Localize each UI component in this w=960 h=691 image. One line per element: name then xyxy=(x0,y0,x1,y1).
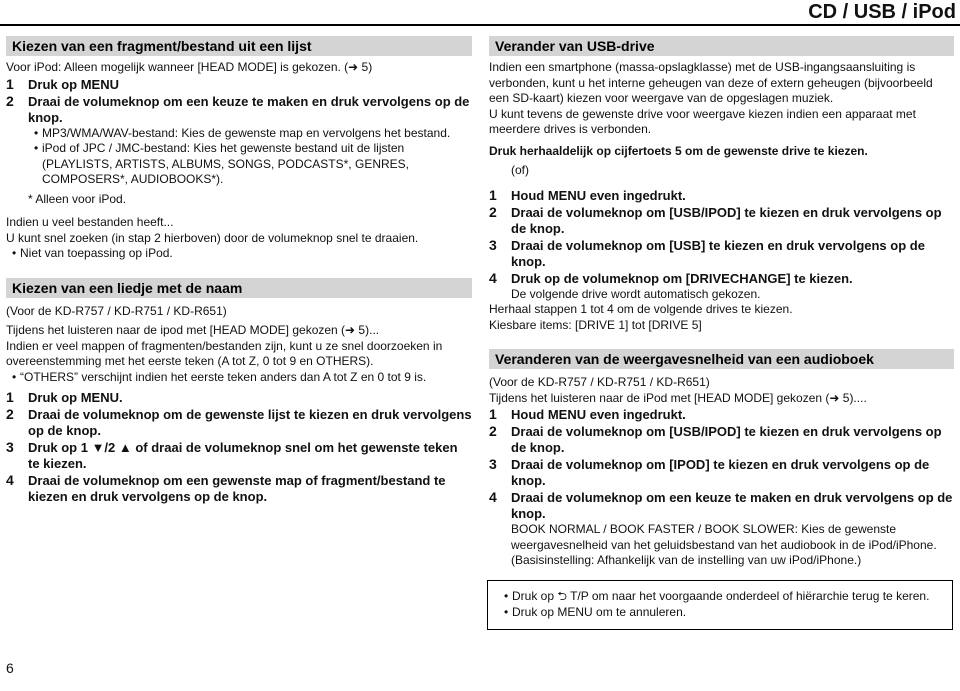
many-files-title: Indien u veel bestanden heeft... xyxy=(6,215,174,229)
ipod-intro: Voor iPod: Alleen mogelijk wanneer [HEAD MODE] is gekozen. (➜ 5) xyxy=(6,60,373,74)
page-number: 6 xyxy=(6,660,14,676)
header-title: CD / USB / iPod xyxy=(808,1,956,23)
section-title-song-name: Kiezen van een liedje met de naam xyxy=(6,278,472,298)
usb-desc-2: U kunt tevens de gewenste drive voor weergave kiezen indien een apparaat met meerdere drives is verbonden. xyxy=(489,106,916,136)
or-label: (of) xyxy=(511,163,529,177)
others-bullet: • “OTHERS” verschijnt indien het eerste teken anders dan A tot Z en 0 tot 9 is. xyxy=(6,370,472,386)
step-3: 3 Draai de volumeknop om [USB] te kiezen en druk vervolgens op de knop. xyxy=(489,236,925,269)
note-cancel: • Druk op MENU om te annuleren. xyxy=(498,605,942,621)
step-4-sub: De volgende drive wordt automatisch gekozen. xyxy=(511,286,761,301)
song-intro: Tijdens het luisteren naar de ipod met [HEAD MODE] gekozen (➜ 5)... xyxy=(6,323,380,337)
audiobook-intro: Tijdens het luisteren naar de iPod met [HEAD MODE] gekozen (➜ 5).... xyxy=(489,390,867,405)
step-1: 1 Houd MENU even ingedrukt. xyxy=(489,186,686,203)
step-3: 3 Druk op 1 ▼/2 ▲ of draai de volumeknop snel om het gewenste teken te kiezen. xyxy=(6,439,458,471)
models-note: (Voor de KD-R757 / KD-R751 / KD-R651) xyxy=(489,375,710,389)
right-column xyxy=(489,36,954,569)
usb-press-5: Druk herhaaldelijk op cijfertoets 5 om de gewenste drive te kiezen. xyxy=(489,143,868,158)
step-3: 3 Draai de volumeknop om [IPOD] te kiezen en druk vervolgens op de knop. xyxy=(489,456,930,488)
step-2: 2 Draai de volumeknop om [USB/IPOD] te kiezen en druk vervolgens op de knop. xyxy=(489,203,942,236)
step-4: 4 Draai de volumeknop om een gewenste map of fragment/bestand te kiezen en druk vervolgens op de knop. xyxy=(6,472,446,504)
step-2: 2 Draai de volumeknop om een keuze te maken en druk vervolgens op de knop. xyxy=(6,92,470,125)
bullet-mp3: • MP3/WMA/WAV-bestand: Kies de gewenste map en vervolgens het bestand. xyxy=(28,126,472,142)
footnote-ipod: * Alleen voor iPod. xyxy=(28,191,127,206)
page-header xyxy=(0,0,960,26)
header-rule xyxy=(0,24,960,26)
bullet-ipod-lists: • iPod of JPC / JMC-bestand: Kies het gewenste bestand uit de lijsten (PLAYLISTS, ARTISTS, ALBUMS, SONGS, PODCASTS*, GENRES, COMPOSERS*, AUDIOBOOKS*). xyxy=(28,141,472,188)
step-2: 2 Draai de volumeknop om [USB/IPOD] te kiezen en druk vervolgens op de knop. xyxy=(489,423,942,455)
note-box xyxy=(487,580,953,630)
step-1: 1 Druk op MENU. xyxy=(6,389,123,405)
step-4: 4 Draai de volumeknop om een keuze te maken en druk vervolgens op de knop. xyxy=(489,489,953,521)
section-title-usb-drive: Verander van USB-drive xyxy=(489,36,954,56)
note-back: • Druk op ⮌ T/P om naar het voorgaande onderdeel of hiërarchie terug te keren. xyxy=(498,589,942,605)
repeat-note: Herhaal stappen 1 tot 4 om de volgende drives te kiezen. xyxy=(489,302,793,316)
usb-desc-1: Indien een smartphone (massa-opslagklasse) met de USB-ingangsaansluiting is verbonden, kunt u het interne geheugen van deze of extern geheugen (bijvoorbeeld een SD-kaart) kiezen voor weergave van de opgeslagen muziek. xyxy=(489,60,933,105)
step-1: 1 Houd MENU even ingedrukt. xyxy=(489,406,686,422)
models-note: (Voor de KD-R757 / KD-R751 / KD-R651) xyxy=(6,303,227,318)
step-1: 1 Druk op MENU xyxy=(6,75,119,92)
section-title-audiobook-speed: Veranderen van de weergavesnelheid van een audioboek xyxy=(489,349,954,369)
selectable-items: Kiesbare items: [DRIVE 1] tot [DRIVE 5] xyxy=(489,317,702,332)
step-4-sub: BOOK NORMAL / BOOK FASTER / BOOK SLOWER: Kies de gewenste weergavesnelheid van het geluidsbestand van het audiobook in de iPod/iPhone. (Basisinstelling: Afhankelijk van de instelling van uw iPod/iPhone.) xyxy=(511,522,937,567)
many-files-bullet: • Niet van toepassing op iPod. xyxy=(6,246,472,262)
step-4: 4 Druk op de volumeknop om [DRIVECHANGE] te kiezen. xyxy=(489,269,853,286)
many-files-text: U kunt snel zoeken (in stap 2 hierboven) door de volumeknop snel te draaien. xyxy=(6,230,419,245)
song-desc: Indien er veel mappen of fragmenten/bestanden zijn, kunt u ze snel doorzoeken in overeenstemming met het eerste teken (A tot Z, 0 tot 9 en OTHERS). xyxy=(6,338,443,368)
step-2: 2 Draai de volumeknop om de gewenste lijst te kiezen en druk vervolgens op de knop. xyxy=(6,406,472,438)
left-column xyxy=(6,36,472,505)
section-title-select-track: Kiezen van een fragment/bestand uit een lijst xyxy=(6,36,472,56)
